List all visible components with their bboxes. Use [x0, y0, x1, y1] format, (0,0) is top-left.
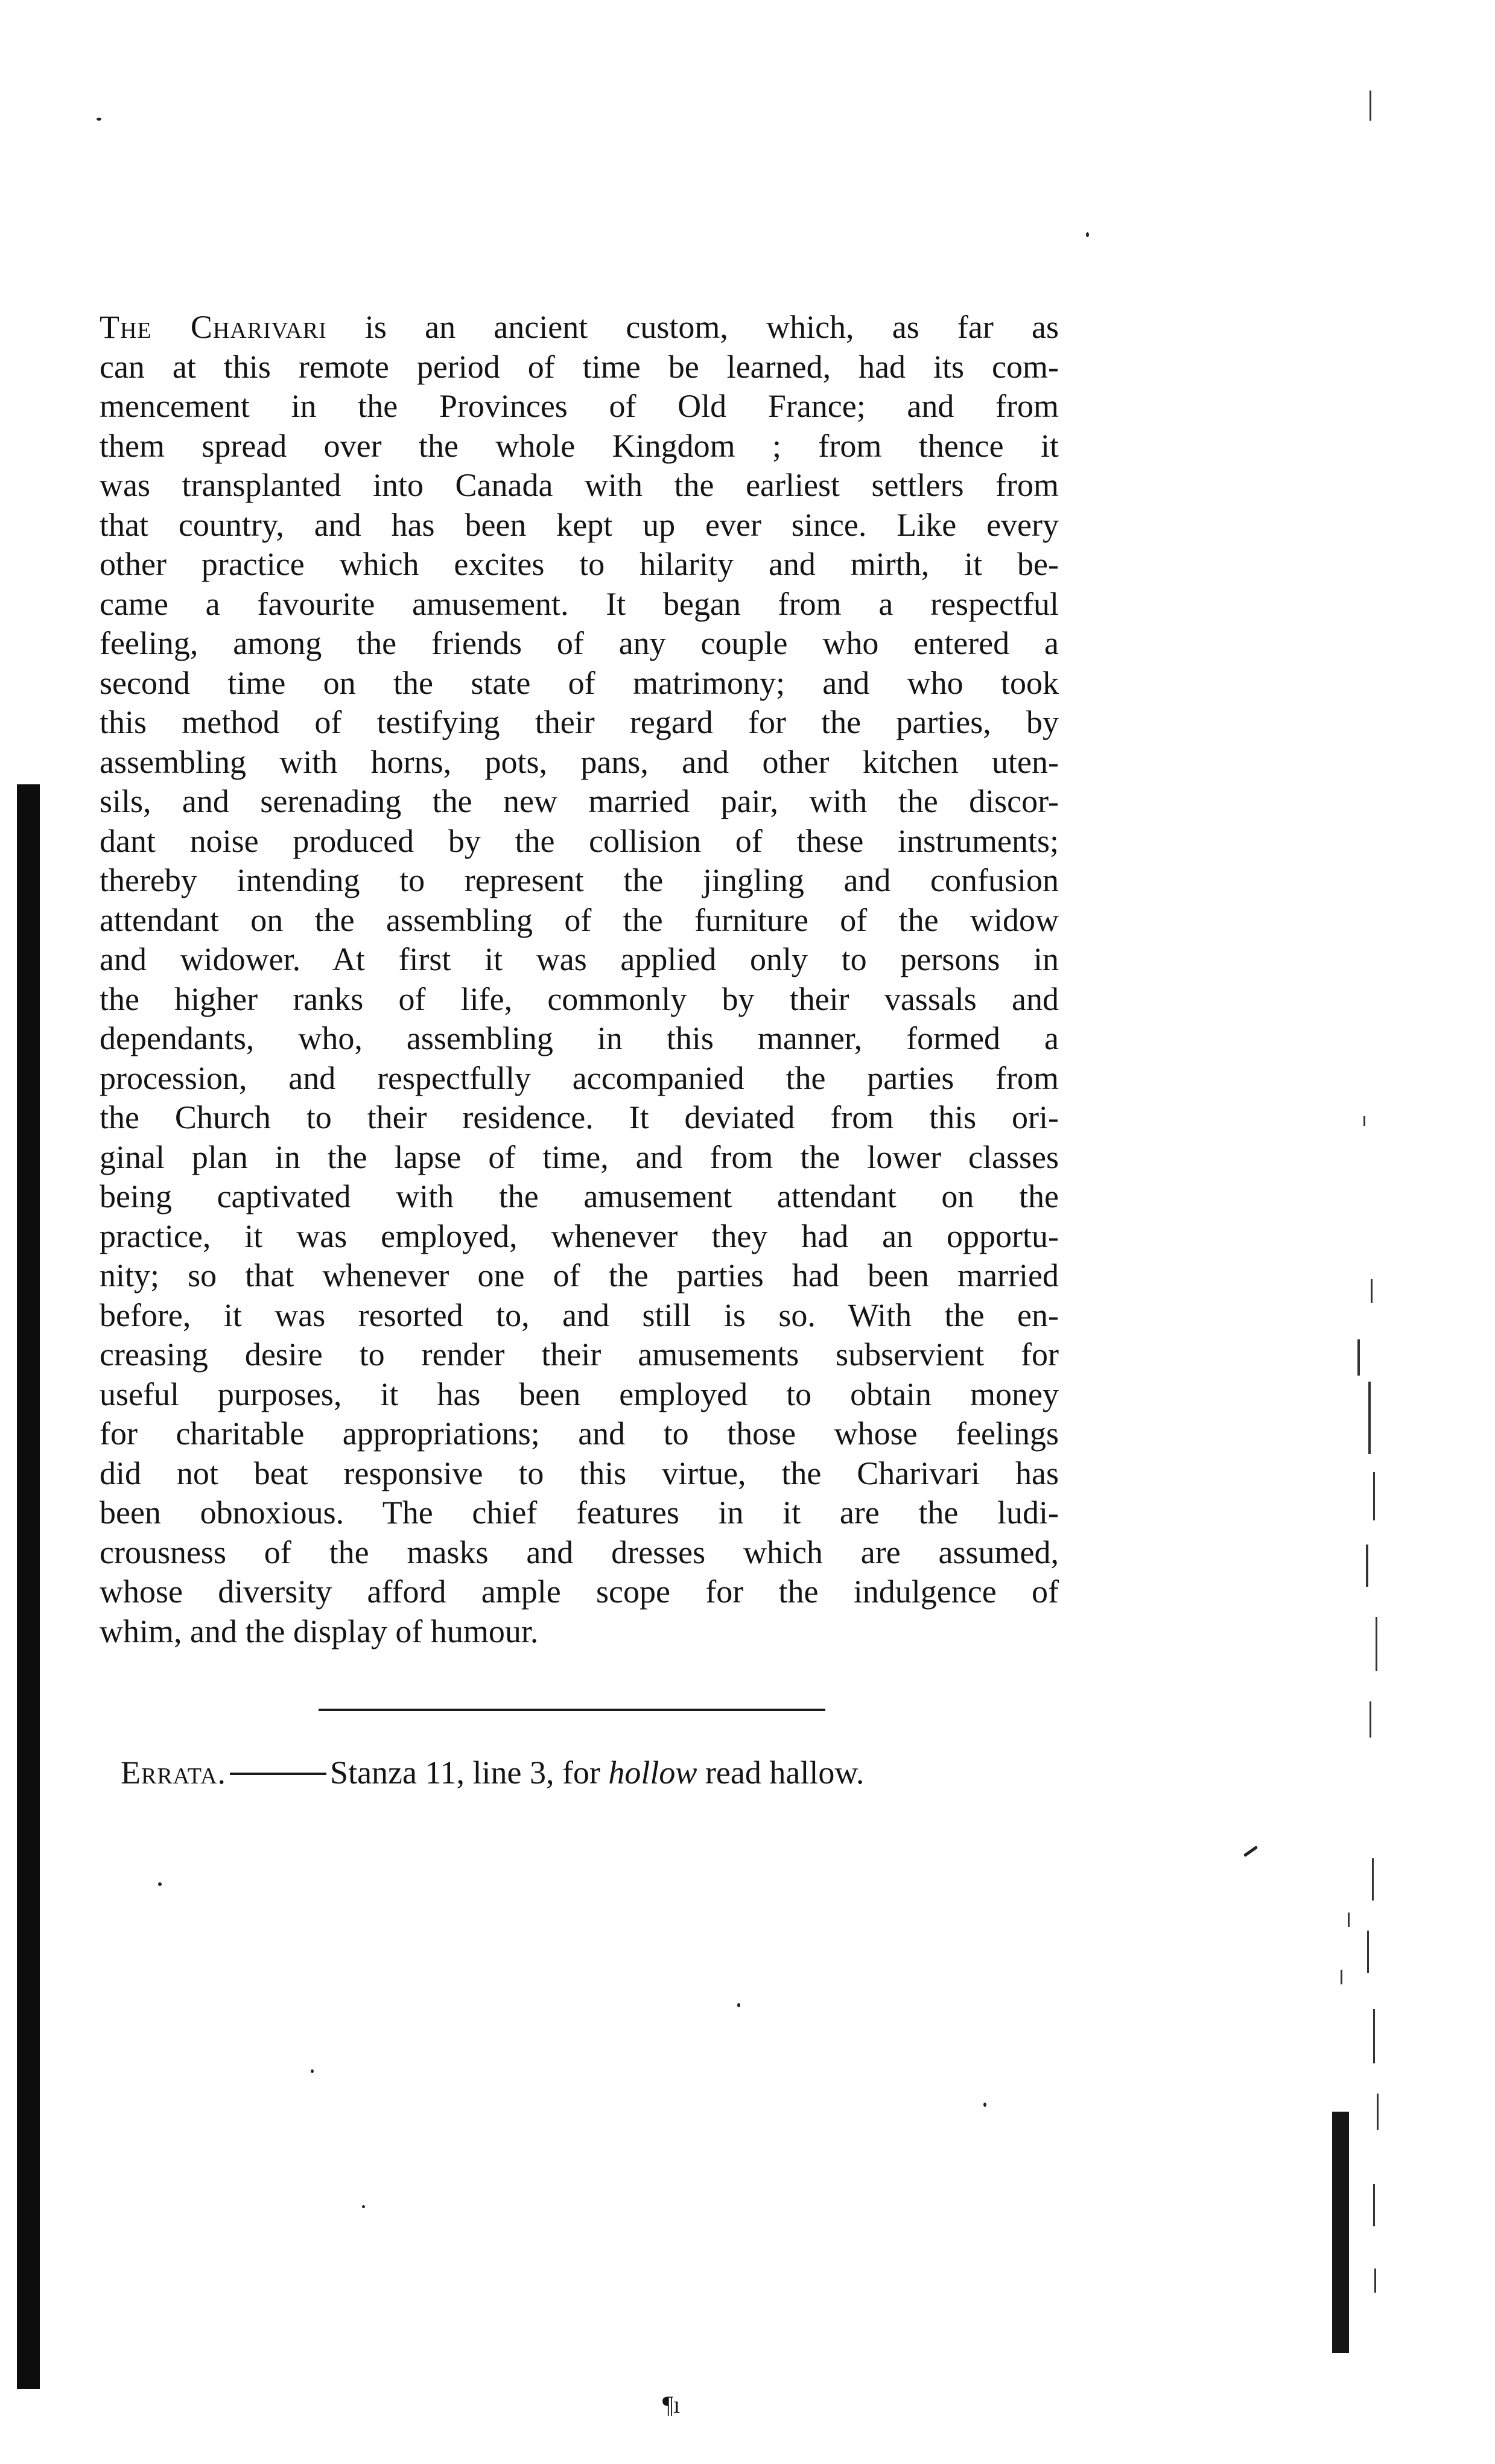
scan-speck: [311, 2069, 314, 2073]
body-line: did not beat responsive to this virtue, the Charivari has: [100, 1455, 1059, 1491]
errata-text: read: [697, 1754, 770, 1791]
body-line: procession, and respectfully accompanied the parties from: [100, 1059, 1059, 1096]
errata-text: Stanza 11, line 3, for: [330, 1754, 609, 1791]
body-line: the higher ranks of life, commonly by their vassals and: [100, 980, 1059, 1017]
scan-speck: [1243, 1846, 1258, 1857]
body-line: dant noise produced by the collision of these instruments;: [100, 822, 1059, 859]
body-line: feeling, among the friends of any couple who entered a: [100, 625, 1059, 661]
body-line: been obnoxious. The chief features in it are the ludi-: [100, 1494, 1059, 1531]
errata-label: Errata.: [121, 1754, 227, 1791]
binding-shadow: [17, 784, 40, 2389]
section-rule: [319, 1709, 825, 1711]
body-line: the Church to their residence. It deviated from this ori-: [100, 1099, 1059, 1135]
body-line: that country, and has been kept up ever since. Like every: [100, 506, 1059, 543]
body-line: other practice which excites to hilarity and mirth, it be-: [100, 546, 1059, 582]
body-line: assembling with horns, pots, pans, and other kitchen uten-: [100, 743, 1059, 780]
scan-speck: [1086, 232, 1089, 237]
body-line: whim, and the display of humour.: [100, 1613, 539, 1650]
body-line: ginal plan in the lapse of time, and from the lower classes: [100, 1138, 1059, 1175]
errata-dash: [230, 1773, 326, 1775]
body-line: mencement in the Provinces of Old France; and from: [100, 388, 1059, 424]
body-line: sils, and serenading the new married pair, with the discor-: [100, 783, 1059, 819]
body-line: and widower. At first it was applied only to persons in: [100, 941, 1059, 977]
body-line: whose diversity afford ample scope for the indulgence of: [100, 1573, 1059, 1610]
body-line: was transplanted into Canada with the earliest settlers from: [100, 467, 1059, 503]
body-line: can at this remote period of time be learned, had its com-: [100, 348, 1059, 385]
body-line: for charitable appropriations; and to those whose feelings: [100, 1415, 1059, 1452]
folio-mark: ¶ı: [662, 2391, 681, 2418]
body-line: thereby intending to represent the jingling and confusion: [100, 862, 1059, 898]
body-line: this method of testifying their regard for the parties, by: [100, 704, 1059, 740]
scan-edge-noise: [1315, 0, 1495, 2464]
body-line: attendant on the assembling of the furniture of the widow: [100, 901, 1059, 938]
scan-speck: [362, 2205, 365, 2208]
lead-smallcaps: The Charivari: [100, 309, 327, 345]
body-line: creasing desire to render their amusements subservient for: [100, 1336, 1059, 1373]
body-line: dependants, who, assembling in this manner, formed a: [100, 1020, 1059, 1056]
body-line: nity; so that whenever one of the parties had been married: [100, 1257, 1059, 1294]
body-paragraph: [100, 308, 1059, 1651]
scan-speck: [97, 118, 101, 121]
scan-speck: [158, 1882, 162, 1886]
errata-note: [121, 1753, 1086, 1792]
body-line: being captivated with the amusement attendant on the: [100, 1178, 1059, 1215]
body-line: is an ancient custom, which, as far as: [326, 309, 1059, 345]
body-line: useful purposes, it has been employed to obtain money: [100, 1376, 1059, 1412]
scan-speck: [737, 2003, 740, 2007]
body-line: them spread over the whole Kingdom ; from thence it: [100, 427, 1059, 464]
body-line: second time on the state of matrimony; and who took: [100, 664, 1059, 701]
body-line: crousness of the masks and dresses which are assumed,: [100, 1534, 1059, 1570]
body-line: before, it was resorted to, and still is so. With the en-: [100, 1297, 1059, 1333]
scan-speck: [983, 2103, 986, 2107]
body-line: practice, it was employed, whenever they had an opportu-: [100, 1218, 1059, 1254]
body-line: came a favourite amusement. It began from a respectful: [100, 585, 1059, 622]
errata-right-word: hallow.: [769, 1754, 865, 1791]
errata-wrong-word: hollow: [608, 1754, 697, 1791]
